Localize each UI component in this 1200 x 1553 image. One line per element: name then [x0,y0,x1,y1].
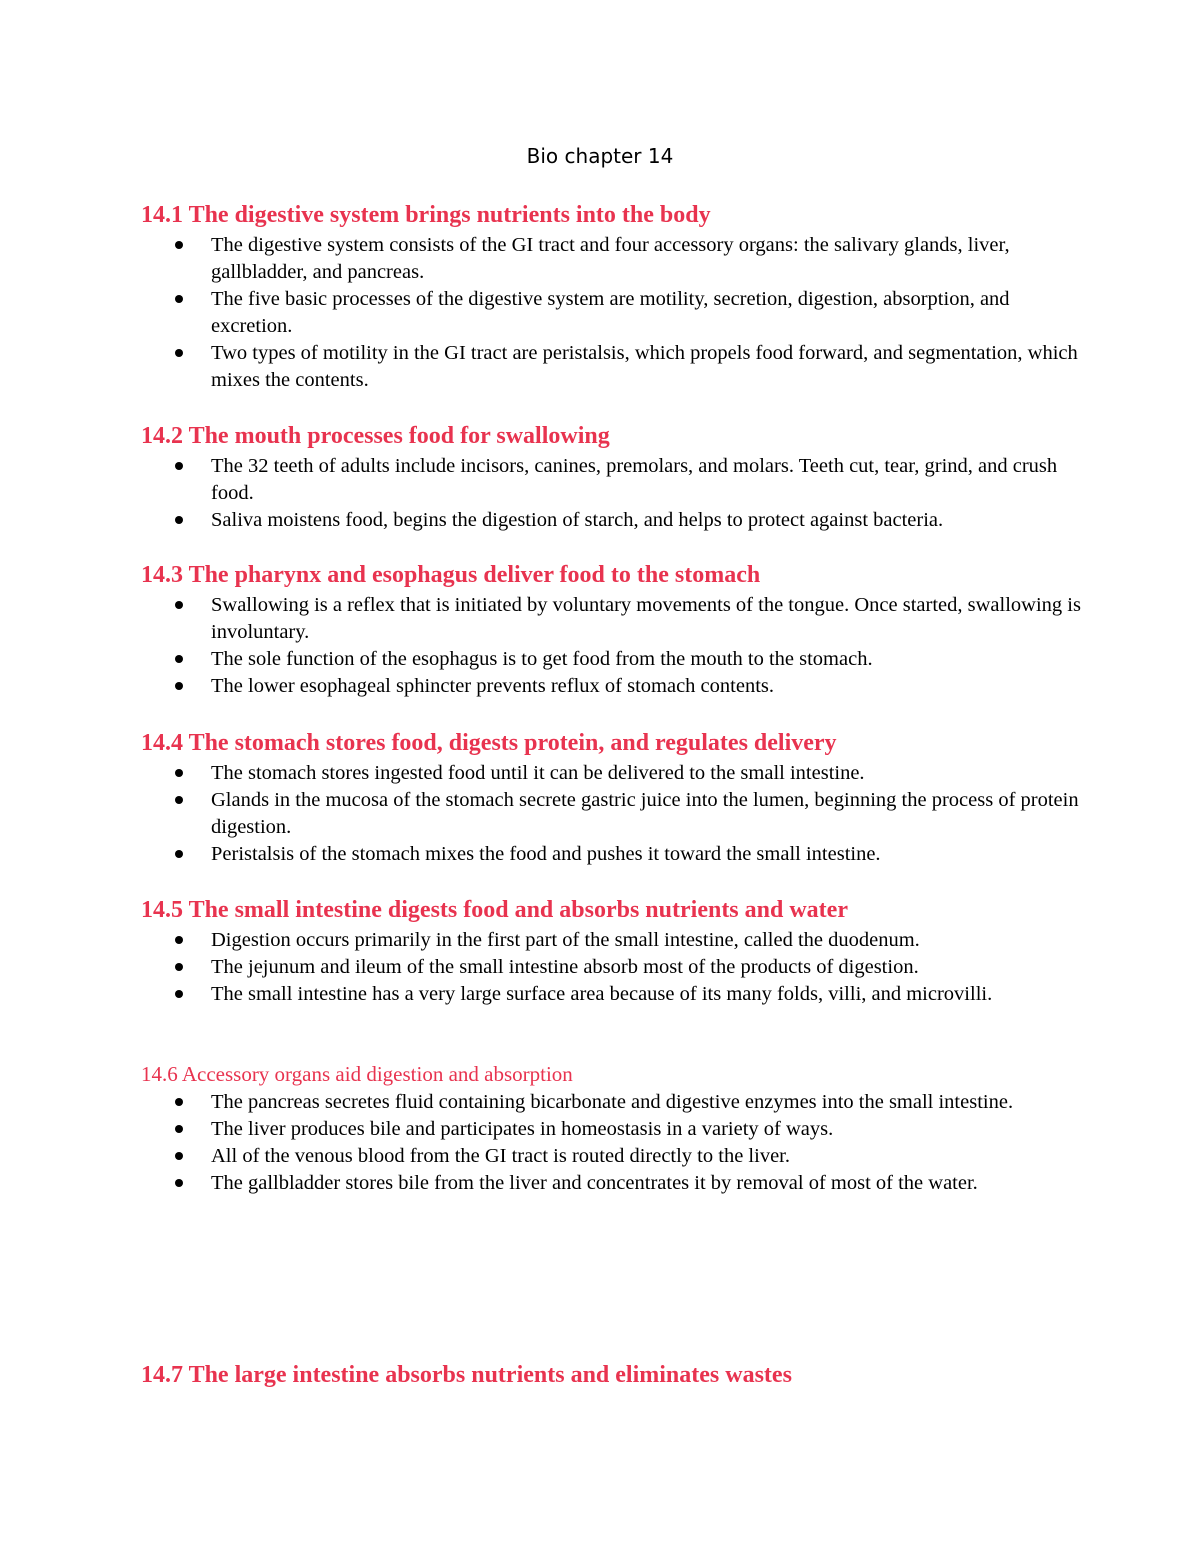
list-item [141,954,1081,981]
list-item-text: Digestion occurs primarily in the first part of the small intestine, called the duodenum. [211,929,920,951]
section-14-4 [141,728,1081,868]
bullet-icon [175,601,183,609]
bullet-list [141,453,1081,534]
list-item-text: The 32 teeth of adults include incisors, canines, premolars, and molars. Teeth cut, tear, grind, and crush food. [211,455,1058,504]
list-item [141,841,1081,868]
list-item-text: Two types of motility in the GI tract are peristalsis, which propels food forward, and segmentation, which mixes the contents. [211,342,1078,391]
list-item [141,1089,1081,1116]
section-14-5 [141,895,1081,1008]
list-item-text: The stomach stores ingested food until it can be delivered to the small intestine. [211,762,865,784]
bullet-list [141,760,1081,868]
bullet-icon [175,682,183,690]
section-heading: 14.6 Accessory organs aid digestion and absorption [141,1062,573,1086]
list-item-text: The gallbladder stores bile from the liver and concentrates it by removal of most of the water. [211,1172,978,1194]
list-item-text: Swallowing is a reflex that is initiated by voluntary movements of the tongue. Once started, swallowing is involuntary. [211,594,1081,643]
list-item [141,646,1081,673]
list-item-text: Glands in the mucosa of the stomach secrete gastric juice into the lumen, beginning the process of protein digestion. [211,789,1079,838]
section-14-3 [141,560,1081,700]
list-item [141,286,1081,340]
section-14-1 [141,200,1081,394]
list-item-text: The lower esophageal sphincter prevents reflux of stomach contents. [211,675,774,697]
bullet-icon [175,241,183,249]
bullet-list [141,592,1081,700]
list-item-text: The pancreas secretes fluid containing bicarbonate and digestive enzymes into the small intestine. [211,1091,1014,1113]
list-item-text: The sole function of the esophagus is to get food from the mouth to the stomach. [211,648,873,670]
list-item [141,1116,1081,1143]
bullet-list [141,1089,1081,1197]
section-heading: 14.1 The digestive system brings nutrients into the body [141,202,711,228]
bullet-icon [175,769,183,777]
section-heading: 14.5 The small intestine digests food and absorbs nutrients and water [141,897,848,923]
section-heading: 14.2 The mouth processes food for swallowing [141,423,610,449]
bullet-list [141,927,1081,1008]
list-item-text: Peristalsis of the stomach mixes the food and pushes it toward the small intestine. [211,843,881,865]
document-title: Bio chapter 14 [526,144,674,168]
list-item [141,673,1081,700]
bullet-icon [175,936,183,944]
bullet-icon [175,349,183,357]
list-item [141,787,1081,841]
list-item-text: Saliva moistens food, begins the digestion of starch, and helps to protect against bacteria. [211,509,944,531]
bullet-icon [175,963,183,971]
list-item [141,1170,1081,1197]
list-item [141,927,1081,954]
section-heading: 14.4 The stomach stores food, digests protein, and regulates delivery [141,730,837,756]
bullet-icon [175,462,183,470]
bullet-icon [175,990,183,998]
bullet-icon [175,295,183,303]
list-item [141,340,1081,394]
section-14-2 [141,421,1081,534]
bullet-icon [175,655,183,663]
list-item [141,1143,1081,1170]
section-heading: 14.7 The large intestine absorbs nutrients and eliminates wastes [141,1362,792,1388]
list-item-text: The liver produces bile and participates in homeostasis in a variety of ways. [211,1118,834,1140]
section-heading: 14.3 The pharynx and esophagus deliver food to the stomach [141,562,761,588]
list-item [141,507,1081,534]
list-item [141,760,1081,787]
bullet-icon [175,1098,183,1106]
list-item-text: The jejunum and ileum of the small intestine absorb most of the products of digestion. [211,956,919,978]
list-item [141,453,1081,507]
bullet-icon [175,796,183,804]
list-item [141,232,1081,286]
list-item [141,592,1081,646]
section-14-6 [141,1060,1081,1197]
list-item [141,981,1081,1008]
bullet-list [141,232,1081,394]
list-item-text: The small intestine has a very large surface area because of its many folds, villi, and microvilli. [211,983,993,1005]
bullet-icon [175,1179,183,1187]
list-item-text: The five basic processes of the digestive system are motility, secretion, digestion, absorption, and excretion. [211,288,1010,337]
bullet-icon [175,1152,183,1160]
section-14-7 [141,1360,1081,1392]
bullet-icon [175,850,183,858]
bullet-icon [175,1125,183,1133]
list-item-text: The digestive system consists of the GI tract and four accessory organs: the salivary glands, liver, gallbladder, and pancreas. [211,234,1010,283]
bullet-icon [175,516,183,524]
list-item-text: All of the venous blood from the GI tract is routed directly to the liver. [211,1145,790,1167]
